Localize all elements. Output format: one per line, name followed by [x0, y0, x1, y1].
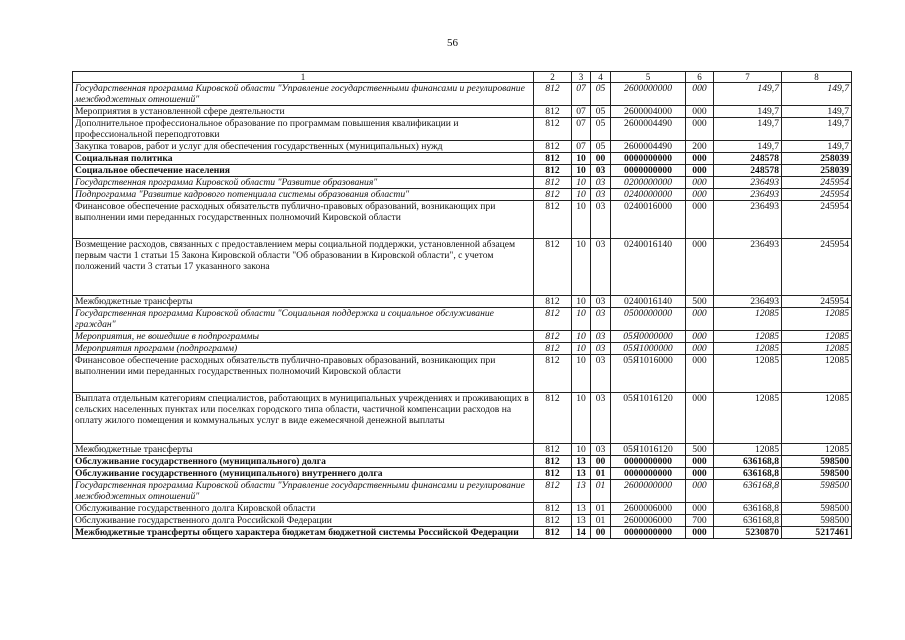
amount-year1-cell: 236493 [714, 296, 782, 308]
expense-type-cell: 000 [686, 468, 714, 480]
amount-year1-cell: 149,7 [714, 106, 782, 118]
subsection-code-cell: 03 [591, 165, 611, 177]
expense-type-cell: 000 [686, 331, 714, 343]
target-article-cell: 05Я1016120 [611, 444, 686, 456]
amount-year1-cell: 236493 [714, 201, 782, 239]
ved-code-cell: 812 [534, 308, 572, 331]
section-code-cell: 14 [572, 527, 591, 539]
amount-year1-cell: 12085 [714, 308, 782, 331]
subsection-code-cell: 05 [591, 83, 611, 106]
amount-year2-cell: 12085 [782, 393, 852, 444]
row-name-cell: Социальная политика [73, 153, 534, 165]
row-name-cell: Дополнительное профессиональное образование по программам повышения квалификации и профессиональной переподготовки [73, 118, 534, 141]
amount-year2-cell: 12085 [782, 331, 852, 343]
target-article-cell: 2600004490 [611, 118, 686, 141]
amount-year1-cell: 248578 [714, 165, 782, 177]
expense-type-cell: 700 [686, 515, 714, 527]
table-row [73, 444, 852, 456]
ved-code-cell: 812 [534, 153, 572, 165]
expense-type-cell: 000 [686, 189, 714, 201]
row-name-cell: Финансовое обеспечение расходных обязательств публично-правовых образований, возникающих при выполнении ими переданных государственных полномочий Кировской области [73, 201, 534, 239]
subsection-code-cell: 00 [591, 153, 611, 165]
table-row [73, 503, 852, 515]
amount-year1-cell: 636168,8 [714, 503, 782, 515]
section-code-cell: 10 [572, 239, 591, 296]
section-code-cell: 10 [572, 296, 591, 308]
amount-year2-cell: 149,7 [782, 83, 852, 106]
amount-year1-cell: 12085 [714, 444, 782, 456]
expense-type-cell: 000 [686, 343, 714, 355]
amount-year1-cell: 149,7 [714, 118, 782, 141]
section-code-cell: 10 [572, 444, 591, 456]
ved-code-cell: 812 [534, 141, 572, 153]
section-code-cell: 13 [572, 468, 591, 480]
table-row [73, 153, 852, 165]
amount-year1-cell: 12085 [714, 343, 782, 355]
section-code-cell: 10 [572, 308, 591, 331]
ved-code-cell: 812 [534, 165, 572, 177]
expense-type-cell: 000 [686, 106, 714, 118]
row-name-cell: Мероприятия в установленной сфере деятельности [73, 106, 534, 118]
expense-type-cell: 000 [686, 239, 714, 296]
subsection-code-cell: 05 [591, 118, 611, 141]
table-row [73, 239, 852, 296]
subsection-code-cell: 05 [591, 106, 611, 118]
amount-year1-cell: 149,7 [714, 83, 782, 106]
table-row [73, 393, 852, 444]
expense-type-cell: 500 [686, 444, 714, 456]
ved-code-cell: 812 [534, 527, 572, 539]
subsection-code-cell: 03 [591, 343, 611, 355]
target-article-cell: 0000000000 [611, 153, 686, 165]
ved-code-cell: 812 [534, 106, 572, 118]
target-article-cell: 2600000000 [611, 480, 686, 503]
amount-year1-cell: 149,7 [714, 141, 782, 153]
amount-year1-cell: 636168,8 [714, 468, 782, 480]
table-row [73, 343, 852, 355]
expense-type-cell: 000 [686, 393, 714, 444]
table-row [73, 355, 852, 393]
row-name-cell: Социальное обеспечение населения [73, 165, 534, 177]
subsection-code-cell: 01 [591, 480, 611, 503]
column-header: 1 [73, 72, 534, 83]
row-name-cell: Возмещение расходов, связанных с предоставлением меры социальной поддержки, установленной абзацем первым части 1 статьи 15 Закона Кировской области "Об образовании в Кировской области", с учетом положений части 3 статьи 17 указанного закона [73, 239, 534, 296]
ved-code-cell: 812 [534, 515, 572, 527]
row-name-cell: Закупка товаров, работ и услуг для обеспечения государственных (муниципальных) нужд [73, 141, 534, 153]
ved-code-cell: 812 [534, 456, 572, 468]
subsection-code-cell: 00 [591, 456, 611, 468]
amount-year1-cell: 236493 [714, 189, 782, 201]
row-name-cell: Обслуживание государственного (муниципального) внутреннего долга [73, 468, 534, 480]
amount-year2-cell: 245954 [782, 239, 852, 296]
amount-year2-cell: 12085 [782, 444, 852, 456]
section-code-cell: 13 [572, 480, 591, 503]
target-article-cell: 0200000000 [611, 177, 686, 189]
table-row [73, 331, 852, 343]
target-article-cell: 2600000000 [611, 83, 686, 106]
row-name-cell: Межбюджетные трансферты общего характера бюджетам бюджетной системы Российской Федерации [73, 527, 534, 539]
ved-code-cell: 812 [534, 296, 572, 308]
amount-year1-cell: 12085 [714, 355, 782, 393]
subsection-code-cell: 03 [591, 296, 611, 308]
amount-year2-cell: 245954 [782, 177, 852, 189]
expense-type-cell: 000 [686, 83, 714, 106]
row-name-cell: Обслуживание государственного долга Российской Федерации [73, 515, 534, 527]
column-header: 4 [591, 72, 611, 83]
target-article-cell: 0000000000 [611, 527, 686, 539]
target-article-cell: 2600006000 [611, 515, 686, 527]
table-row [73, 296, 852, 308]
table-row [73, 141, 852, 153]
subsection-code-cell: 01 [591, 468, 611, 480]
table-row [73, 201, 852, 239]
amount-year2-cell: 149,7 [782, 106, 852, 118]
section-code-cell: 13 [572, 456, 591, 468]
budget-table [72, 71, 852, 539]
row-name-cell: Выплата отдельным категориям специалистов, работающих в муниципальных учреждениях и проживающих в сельских населенных пунктах или поселках городского типа области, частичной компенсации расходов на оплату жилого помещения и коммунальных услуг в виде ежемесячной денежной выплаты [73, 393, 534, 444]
expense-type-cell: 200 [686, 141, 714, 153]
amount-year2-cell: 245954 [782, 296, 852, 308]
amount-year1-cell: 636168,8 [714, 456, 782, 468]
amount-year2-cell: 598500 [782, 480, 852, 503]
target-article-cell: 05Я1016000 [611, 355, 686, 393]
row-name-cell: Подпрограмма "Развитие кадрового потенциала системы образования области" [73, 189, 534, 201]
ved-code-cell: 812 [534, 201, 572, 239]
ved-code-cell: 812 [534, 444, 572, 456]
expense-type-cell: 000 [686, 503, 714, 515]
target-article-cell: 0240016140 [611, 239, 686, 296]
amount-year1-cell: 248578 [714, 153, 782, 165]
target-article-cell: 0240016000 [611, 201, 686, 239]
target-article-cell: 0240000000 [611, 189, 686, 201]
ved-code-cell: 812 [534, 480, 572, 503]
subsection-code-cell: 00 [591, 527, 611, 539]
ved-code-cell: 812 [534, 177, 572, 189]
expense-type-cell: 000 [686, 456, 714, 468]
amount-year2-cell: 12085 [782, 343, 852, 355]
subsection-code-cell: 03 [591, 239, 611, 296]
amount-year2-cell: 598500 [782, 456, 852, 468]
row-name-cell: Межбюджетные трансферты [73, 296, 534, 308]
ved-code-cell: 812 [534, 83, 572, 106]
target-article-cell: 0000000000 [611, 165, 686, 177]
row-name-cell: Финансовое обеспечение расходных обязательств публично-правовых образований, возникающих при выполнении ими переданных государственных полномочий Кировской области [73, 355, 534, 393]
amount-year1-cell: 636168,8 [714, 480, 782, 503]
target-article-cell: 2600004000 [611, 106, 686, 118]
amount-year1-cell: 236493 [714, 239, 782, 296]
amount-year1-cell: 5230870 [714, 527, 782, 539]
subsection-code-cell: 01 [591, 515, 611, 527]
table-header-row [73, 72, 852, 83]
subsection-code-cell: 05 [591, 141, 611, 153]
amount-year2-cell: 149,7 [782, 118, 852, 141]
ved-code-cell: 812 [534, 468, 572, 480]
subsection-code-cell: 03 [591, 308, 611, 331]
subsection-code-cell: 03 [591, 355, 611, 393]
section-code-cell: 07 [572, 118, 591, 141]
section-code-cell: 10 [572, 177, 591, 189]
table-row [73, 177, 852, 189]
column-header: 3 [572, 72, 591, 83]
amount-year2-cell: 258039 [782, 153, 852, 165]
row-name-cell: Государственная программа Кировской области "Управление государственными финансами и регулирование межбюджетных отношений" [73, 480, 534, 503]
amount-year2-cell: 598500 [782, 503, 852, 515]
target-article-cell: 0000000000 [611, 468, 686, 480]
target-article-cell: 05Я1000000 [611, 343, 686, 355]
expense-type-cell: 000 [686, 153, 714, 165]
subsection-code-cell: 03 [591, 393, 611, 444]
page-number: 56 [447, 37, 458, 49]
section-code-cell: 07 [572, 141, 591, 153]
section-code-cell: 13 [572, 515, 591, 527]
amount-year2-cell: 598500 [782, 515, 852, 527]
ved-code-cell: 812 [534, 118, 572, 141]
expense-type-cell: 500 [686, 296, 714, 308]
section-code-cell: 07 [572, 83, 591, 106]
amount-year1-cell: 236493 [714, 177, 782, 189]
table-row [73, 515, 852, 527]
target-article-cell: 2600006000 [611, 503, 686, 515]
row-name-cell: Государственная программа Кировской области "Социальная поддержка и социальное обслуживание граждан" [73, 308, 534, 331]
table-row [73, 118, 852, 141]
ved-code-cell: 812 [534, 355, 572, 393]
table-row [73, 308, 852, 331]
section-code-cell: 13 [572, 503, 591, 515]
amount-year1-cell: 636168,8 [714, 515, 782, 527]
row-name-cell: Мероприятия программ (подпрограмм) [73, 343, 534, 355]
section-code-cell: 10 [572, 165, 591, 177]
section-code-cell: 10 [572, 393, 591, 444]
table-row [73, 456, 852, 468]
amount-year1-cell: 12085 [714, 331, 782, 343]
expense-type-cell: 000 [686, 165, 714, 177]
ved-code-cell: 812 [534, 503, 572, 515]
ved-code-cell: 812 [534, 393, 572, 444]
amount-year2-cell: 598500 [782, 468, 852, 480]
target-article-cell: 0000000000 [611, 456, 686, 468]
row-name-cell: Обслуживание государственного (муниципального) долга [73, 456, 534, 468]
section-code-cell: 07 [572, 106, 591, 118]
row-name-cell: Государственная программа Кировской области "Управление государственными финансами и регулирование межбюджетных отношений" [73, 83, 534, 106]
table-row [73, 165, 852, 177]
section-code-cell: 10 [572, 189, 591, 201]
subsection-code-cell: 01 [591, 503, 611, 515]
column-header: 8 [782, 72, 852, 83]
row-name-cell: Государственная программа Кировской области "Развитие образования" [73, 177, 534, 189]
target-article-cell: 0240016140 [611, 296, 686, 308]
table-row [73, 527, 852, 539]
column-header: 6 [686, 72, 714, 83]
table-row [73, 83, 852, 106]
amount-year1-cell: 12085 [714, 393, 782, 444]
section-code-cell: 10 [572, 343, 591, 355]
amount-year2-cell: 12085 [782, 355, 852, 393]
expense-type-cell: 000 [686, 177, 714, 189]
expense-type-cell: 000 [686, 118, 714, 141]
table-body [73, 83, 852, 539]
expense-type-cell: 000 [686, 480, 714, 503]
section-code-cell: 10 [572, 201, 591, 239]
column-header: 5 [611, 72, 686, 83]
column-header: 2 [534, 72, 572, 83]
amount-year2-cell: 5217461 [782, 527, 852, 539]
target-article-cell: 05Я0000000 [611, 331, 686, 343]
target-article-cell: 0500000000 [611, 308, 686, 331]
target-article-cell: 2600004490 [611, 141, 686, 153]
expense-type-cell: 000 [686, 355, 714, 393]
amount-year2-cell: 12085 [782, 308, 852, 331]
expense-type-cell: 000 [686, 527, 714, 539]
table-row [73, 480, 852, 503]
row-name-cell: Обслуживание государственного долга Кировской области [73, 503, 534, 515]
amount-year2-cell: 245954 [782, 189, 852, 201]
expense-type-cell: 000 [686, 308, 714, 331]
column-header: 7 [714, 72, 782, 83]
amount-year2-cell: 258039 [782, 165, 852, 177]
section-code-cell: 10 [572, 153, 591, 165]
subsection-code-cell: 03 [591, 331, 611, 343]
ved-code-cell: 812 [534, 239, 572, 296]
table-row [73, 468, 852, 480]
target-article-cell: 05Я1016120 [611, 393, 686, 444]
subsection-code-cell: 03 [591, 189, 611, 201]
table-row [73, 189, 852, 201]
amount-year2-cell: 149,7 [782, 141, 852, 153]
ved-code-cell: 812 [534, 189, 572, 201]
row-name-cell: Мероприятия, не вошедшие в подпрограммы [73, 331, 534, 343]
ved-code-cell: 812 [534, 331, 572, 343]
subsection-code-cell: 03 [591, 201, 611, 239]
row-name-cell: Межбюджетные трансферты [73, 444, 534, 456]
section-code-cell: 10 [572, 331, 591, 343]
expense-type-cell: 000 [686, 201, 714, 239]
ved-code-cell: 812 [534, 343, 572, 355]
amount-year2-cell: 245954 [782, 201, 852, 239]
table-row [73, 106, 852, 118]
subsection-code-cell: 03 [591, 444, 611, 456]
section-code-cell: 10 [572, 355, 591, 393]
subsection-code-cell: 03 [591, 177, 611, 189]
